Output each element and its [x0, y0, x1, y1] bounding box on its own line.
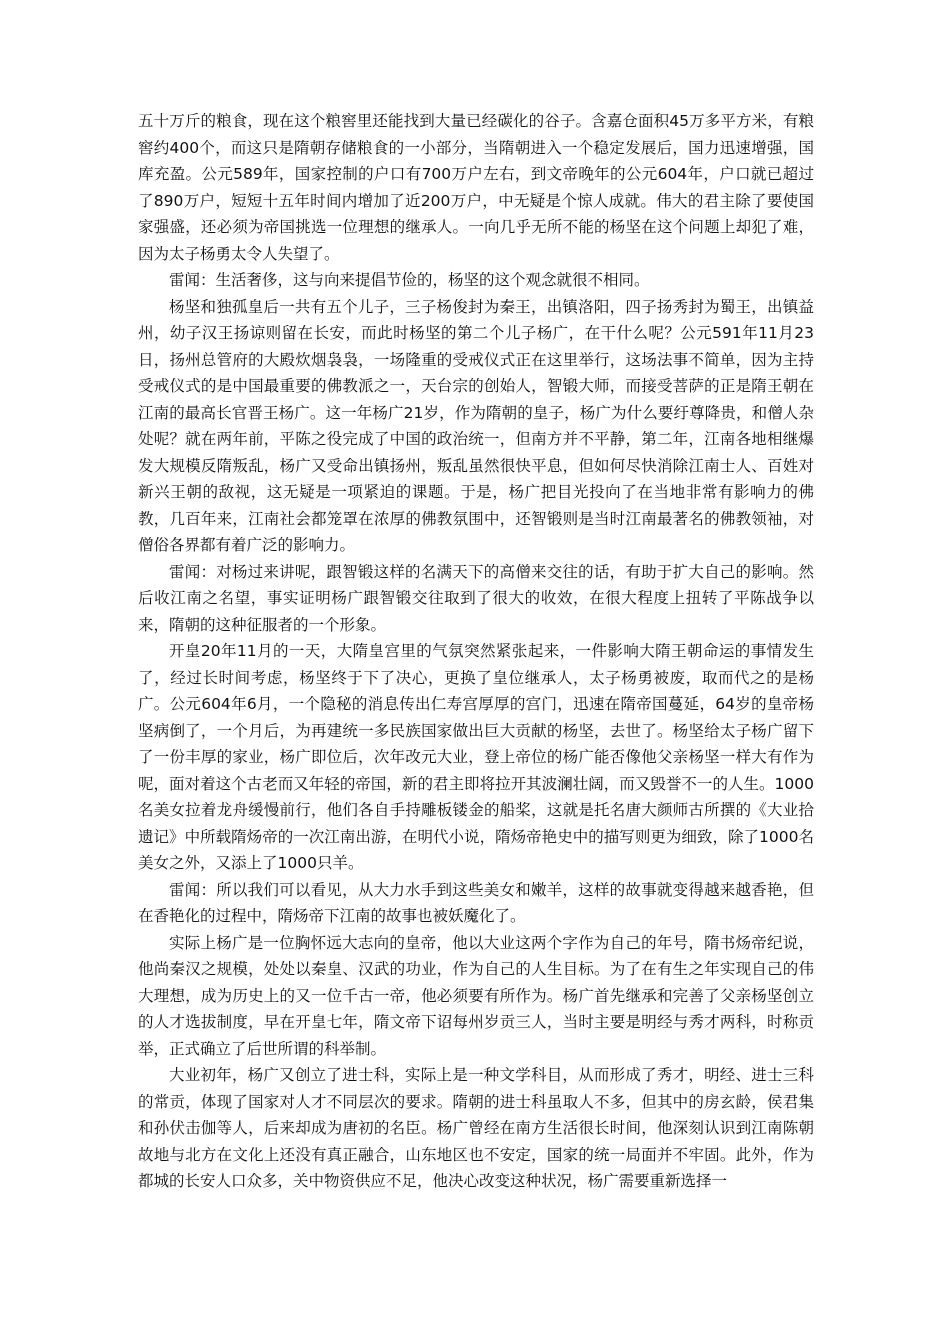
paragraph-continued: 五十万斤的粮食，现在这个粮窖里还能找到大量已经碳化的谷子。含嘉仓面积45万多平方米，有粮窖约400个，而这只是隋朝存储粮食的一小部分，当隋朝进入一个稳定发展后，国力迅速增强，国库充盈。公元589年，国家控制的户口有700万户左右，到文帝晚年的公元604年，户口就已超过了890万户，短短十五年时间内增加了近200万户，中无疑是个惊人成就。伟大的君主除了要使国家强盛，还必须为帝国挑选一位理想的继承人。一向几乎无所不能的杨坚在这个问题上却犯了难，因为太子杨勇太令人失望了。	[138, 112, 814, 263]
document-body	[138, 108, 814, 1195]
paragraph-lei-wen-quote: 雷闻：所以我们可以看见，从大力水手到这些美女和嫩羊，这样的故事就变得越来越香艳，但在香艳化的过程中，隋炀帝下江南的故事也被妖魔化了。	[138, 880, 814, 925]
paragraph-lei-wen-quote: 雷闻：对杨过来讲呢，跟智锻这样的名满天下的高僧来交往的话，有助于扩大自己的影响。然后收江南之名望，事实证明杨广跟智锻交往取到了很大的收效，在很大程度上扭转了平陈战争以来，隋朝的这种征服者的一个形象。	[138, 562, 814, 634]
paragraph: 大业初年，杨广又创立了进士科，实际上是一种文学科目，从而形成了秀才，明经、进士三科的常贡，体现了国家对人才不同层次的要求。隋朝的进士科虽取人不多，但其中的房玄龄，侯君集和孙伏击伽等人，后来却成为唐初的名臣。杨广曾经在南方生活很长时间，他深刻认识到江南陈朝故地与北方在文化上还没有真正融合，山东地区也不安定，国家的统一局面并不牢固。此外，作为都城的长安人口众多，关中物资供应不足，他决心改变这种状况，杨广需要重新选择一	[138, 1066, 814, 1190]
paragraph: 杨坚和独孤皇后一共有五个儿子，三子杨俊封为秦王，出镇洛阳，四子扬秀封为蜀王，出镇益州，幼子汉王扬谅则留在长安，而此时杨坚的第二个儿子杨广，在干什么呢？公元591年11月23日，扬州总管府的大殿炊烟袅袅，一场隆重的受戒仪式正在这里举行，这场法事不简单，因为主持受戒仪式的是中国最重要的佛教派之一，天台宗的创始人，智锻大师，而接受菩萨的正是隋王朝在江南的最高长官晋王杨广。这一年杨广21岁，作为隋朝的皇子，杨广为什么要纡尊降贵，和僧人杂处呢？就在两年前，平陈之役完成了中国的政治统一，但南方并不平静，第二年，江南各地相继爆发大规模反隋叛乱，杨广又受命出镇扬州，叛乱虽然很快平息，但如何尽快消除江南士人、百姓对新兴王朝的敌视，这无疑是一项紧迫的课题。于是，杨广把目光投向了在当地非常有影响力的佛教，几百年来，江南社会都笼罩在浓厚的佛教氛围中，还智锻则是当时江南最著名的佛教领袖，对僧俗各界都有着广泛的影响力。	[138, 297, 814, 554]
paragraph: 实际上杨广是一位胸怀远大志向的皇帝，他以大业这两个字作为自己的年号，隋书炀帝纪说，他尚秦汉之规模，处处以秦皇、汉武的功业，作为自己的人生目标。为了在有生之年实现自己的伟大理想，成为历史上的又一位千古一帝，他必须要有所作为。杨广首先继承和完善了父亲杨坚创立的人才选拔制度，早在开皇七年，隋文帝下诏每州岁贡三人，当时主要是明经与秀才两科，时称贡举，正式确立了后世所谓的科举制。	[138, 933, 814, 1058]
paragraph: 开皇20年11月的一天，大隋皇宫里的气氛突然紧张起来，一件影响大隋王朝命运的事情发生了，经过长时间考虑，杨坚终于下了决心，更换了皇位继承人，太子杨勇被废，取而代之的是杨广。公元604年6月，一个隐秘的消息传出仁寿宫厚厚的宫门，迅速在隋帝国蔓延，64岁的皇帝杨坚病倒了，一个月后，为再建统一多民族国家做出巨大贡献的杨坚，去世了。杨坚给太子杨广留下了一份丰厚的家业，杨广即位后，次年改元大业，登上帝位的杨广能否像他父亲杨坚一样大有作为呢，面对着这个古老而又年轻的帝国，新的君主即将拉开其波澜壮阔，而又毁誉不一的人生。1000名美女拉着龙舟缓慢前行，他们各自手持雕板镂金的船桨，这就是托名唐大颜师古所撰的《大业拾遗记》中所载隋炀帝的一次江南出游，在明代小说，隋炀帝艳史中的描写则更为细致，除了1000名美女之外，又添上了1000只羊。	[138, 642, 814, 872]
paragraph-lei-wen-quote: 雷闻：生活奢侈，这与向来提倡节俭的，杨坚的这个观念就很不相同。	[169, 271, 650, 289]
